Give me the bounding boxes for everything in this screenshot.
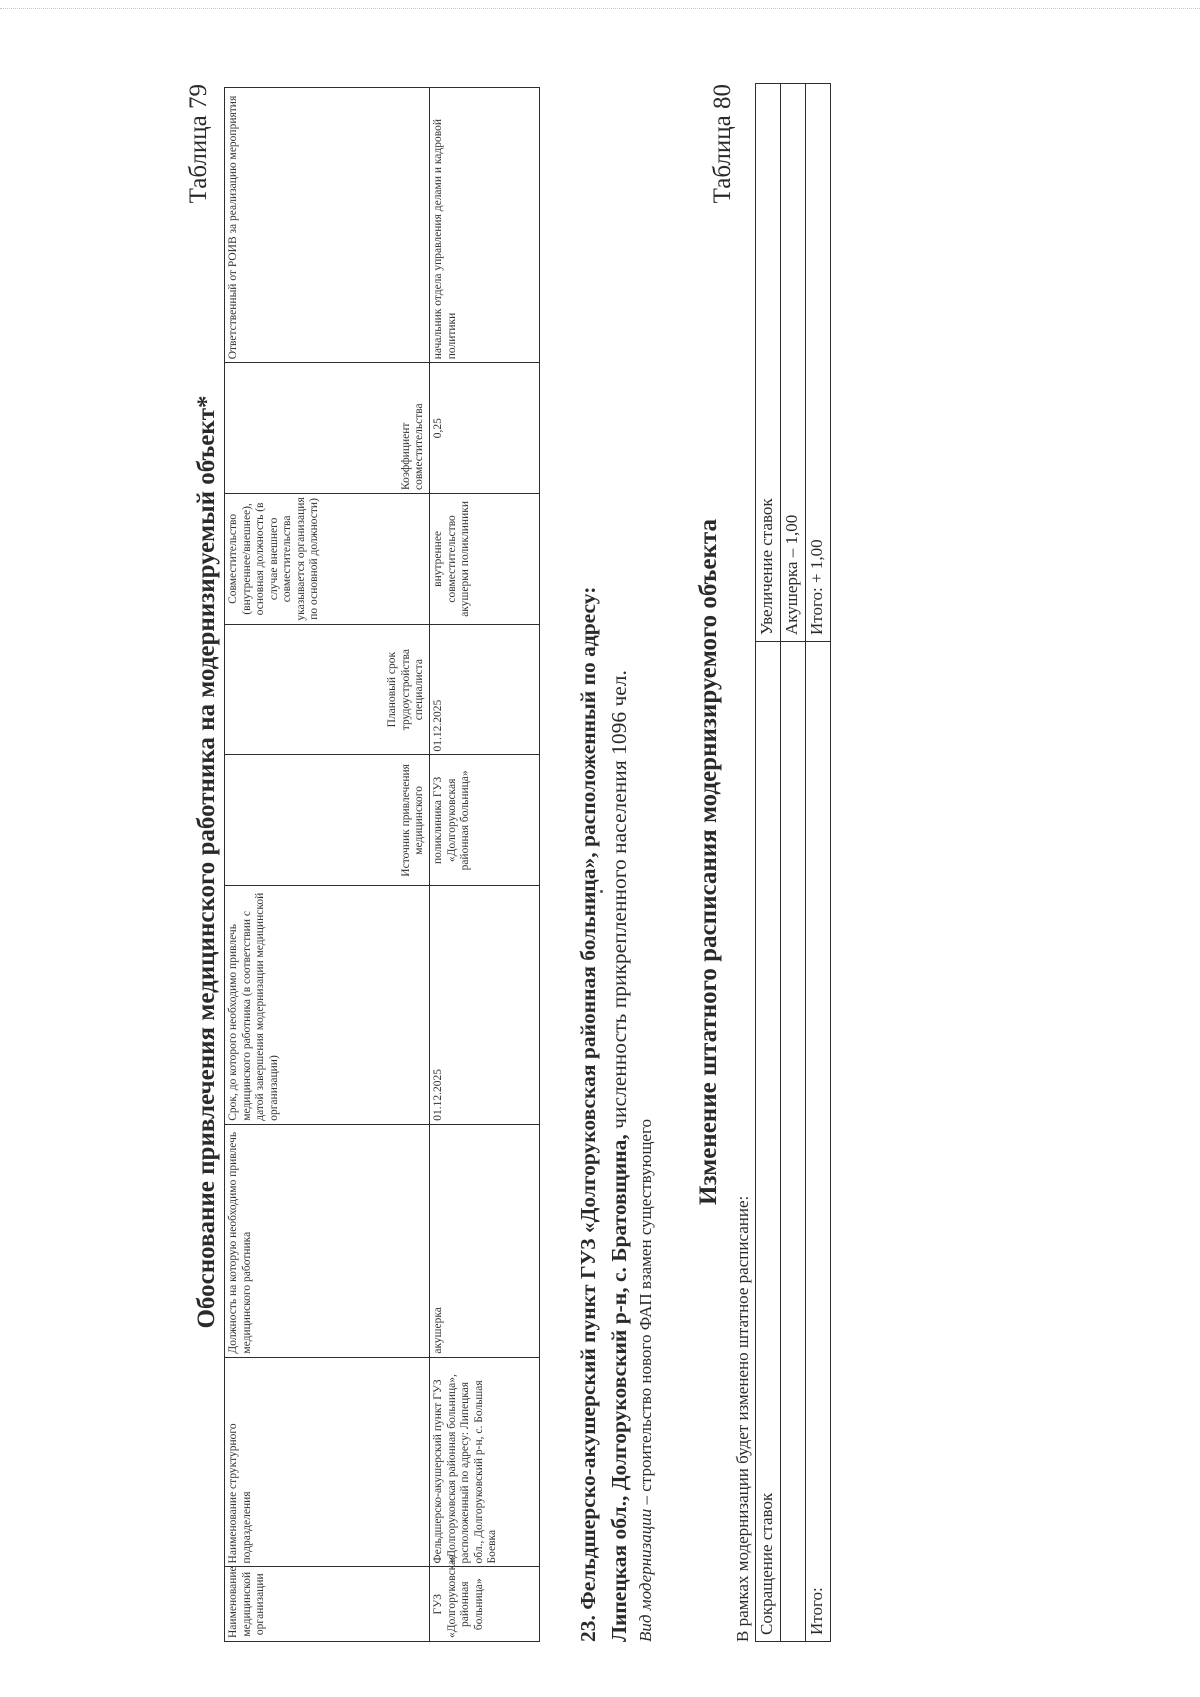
header-decrease: Сокращение ставок <box>756 642 781 1642</box>
cell-total-right: Итого: + 1,00 <box>806 84 831 642</box>
section-23 <box>573 52 658 1642</box>
section-23-facility: Фельдшерско-акушерский пункт ГУЗ «Долгоруковская районная больница», расположенный по адресу: <box>576 586 600 1610</box>
table-80-label: Таблица 80 <box>709 84 736 204</box>
header-org-name: Наименование медицинской организации <box>225 1567 430 1642</box>
modernization-kind <box>634 52 658 1642</box>
section-23-population: численность прикрепленного населения 1096 чел. <box>606 670 631 1129</box>
header-source: Источник привлечения медицинского <box>225 755 430 886</box>
header-coefficient: Коэффициент совместительства <box>225 363 430 494</box>
cell-decrease-empty <box>781 642 806 1642</box>
cell-planned-date: 01.12.2025 <box>430 624 540 755</box>
header-increase: Увеличение ставок <box>756 84 781 642</box>
header-responsible: Ответственный от РОИВ за реализацию мероприятия <box>225 88 430 363</box>
staffing-justification-table <box>224 87 540 1642</box>
header-unit-name: Наименование структурного подразделения <box>225 1357 430 1567</box>
section-23-heading-line-2 <box>604 52 635 1642</box>
cell-responsible: начальник отдела управления делами и кадровой политики <box>430 88 540 363</box>
rotated-page <box>185 2 905 1642</box>
cell-source: поликлиника ГУЗ «Долгоруковская районная больница» <box>430 755 540 886</box>
cell-increase-item: Акушерка – 1,00 <box>781 84 806 642</box>
header-position: Должность на которую необходимо привлечь медицинского работника <box>225 1124 430 1357</box>
cell-org-name: ГУЗ «Долгоруковская районная больница» <box>430 1567 540 1642</box>
header-combination: Совместительство (внутреннее/внешнее), основная должность (в случае внешнего совместительства указывается организация по основной должности) <box>225 494 430 625</box>
cell-position: акушерка <box>430 1124 540 1357</box>
table-row <box>756 84 781 1642</box>
table-79-label: Таблица 79 <box>185 84 212 204</box>
section-23-heading-line-1 <box>573 52 604 1642</box>
cell-combination: внутреннее совместительство акушерки поликлиники <box>430 494 540 625</box>
cell-coefficient: 0,25 <box>430 363 540 494</box>
modernization-kind-label: Вид модернизации <box>636 1508 656 1642</box>
table-row <box>781 84 806 1642</box>
modernization-kind-value: – строительство нового ФАП взамен существующего <box>636 1118 656 1505</box>
table-80-title: Изменение штатного расписания модернизируемого объекта <box>695 519 722 1205</box>
staff-schedule-change-table <box>755 83 831 1642</box>
table-80-intro: В рамках модернизации будет изменено штатное расписание: <box>733 1195 752 1642</box>
table-row <box>430 88 540 1642</box>
section-23-address: Липецкая обл., Долгоруковский р-н, с. Братовщина, <box>606 1134 631 1642</box>
cell-total-left: Итого: <box>806 642 831 1642</box>
cell-deadline: 01.12.2025 <box>430 886 540 1125</box>
table-79-header-row <box>225 88 430 1642</box>
table-row <box>806 84 831 1642</box>
table-79-title: Обоснование привлечения медицинского работника на модернизируемый объект* <box>193 395 220 1329</box>
cell-unit-name: Фельдшерско-акушерский пункт ГУЗ «Долгоруковская районная больница», расположенный по адресу: Липецкая обл., Долгоруковский р-н, с. Большая Боевка <box>430 1357 540 1567</box>
header-deadline: Срок, до которого необходимо привлечь медицинского работника (в соответствии с датой завершения модернизации медицинской организации) <box>225 886 430 1125</box>
header-planned-date: Плановый срок трудоустройства специалиста <box>225 624 430 755</box>
section-number: 23. <box>576 1615 600 1642</box>
